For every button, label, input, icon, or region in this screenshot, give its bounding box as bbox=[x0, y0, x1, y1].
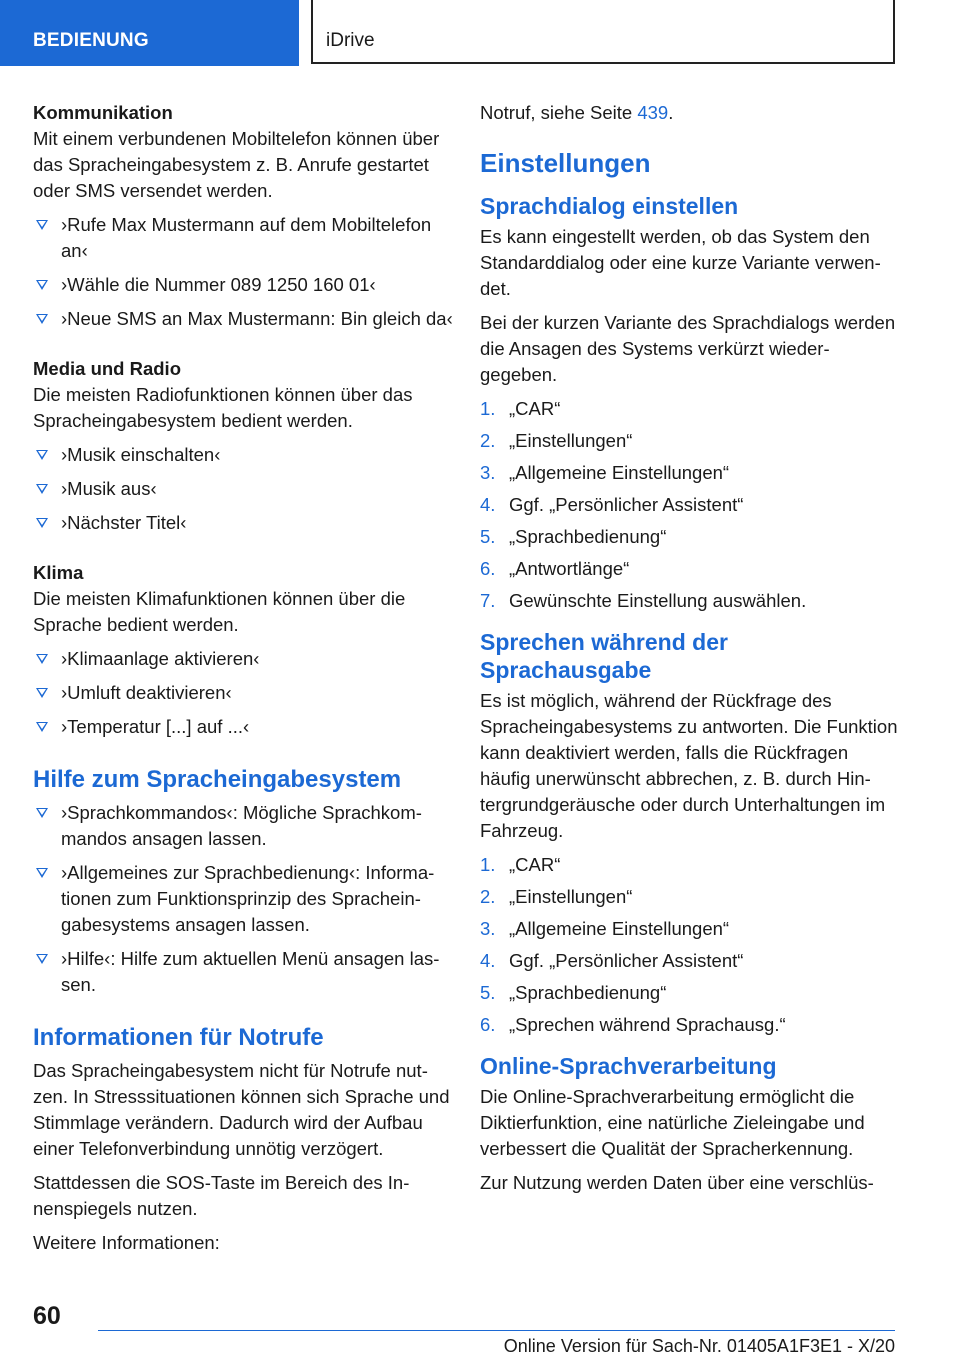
subheading: Klima bbox=[33, 562, 84, 583]
step-item: 7. Gewünschte Einstellung auswählen. bbox=[480, 590, 807, 611]
step-item: 2. „Einstellungen“ bbox=[480, 430, 633, 451]
page-link[interactable]: 439 bbox=[637, 102, 669, 123]
footer-text: Online Version für Sach-Nr. 01405A1F3E1 - X/20 bbox=[503, 1336, 895, 1356]
list-item: ›Allgemeines zur Sprachbedienung‹: Informationen zum Funktionsprinzip des Spracheingabesystems ansagen lassen. bbox=[33, 860, 453, 938]
section-heading: Sprechen während der Sprachausgabe bbox=[480, 629, 728, 683]
steps-list bbox=[480, 396, 900, 614]
paragraph: Es kann eingestellt werden, ob das System den Standarddialog oder eine kurze Variante verwendet. bbox=[480, 226, 881, 299]
help-command-list bbox=[33, 800, 453, 998]
command-list bbox=[33, 442, 453, 536]
chapter-heading: Einstellungen bbox=[480, 148, 651, 178]
steps-list bbox=[480, 852, 900, 1038]
triangle-bullet-icon bbox=[36, 722, 48, 732]
step-item: 1. „CAR“ bbox=[480, 854, 561, 875]
list-item: ›Hilfe‹: Hilfe zum aktuellen Menü ansagen lassen. bbox=[33, 946, 453, 998]
paragraph: Weitere Informationen: bbox=[33, 1232, 220, 1253]
paragraph: Bei der kurzen Variante des Sprachdialogs werden die Ansagen des Systems verkürzt wiedergegeben. bbox=[480, 312, 896, 385]
paragraph: Das Spracheingabesystem nicht für Notrufe nutzen. In Stresssituationen können sich Sprache und Stimmlage verändern. Dadurch wird der Aufbau einer Telefonverbindung unnötig verzögert. bbox=[33, 1060, 450, 1159]
triangle-bullet-icon bbox=[36, 314, 48, 324]
step-item: 5. „Sprachbedienung“ bbox=[480, 982, 667, 1003]
paragraph: Es ist möglich, während der Rückfrage des Spracheingabesystems zu antworten. Die Funktion kann deaktiviert werden, falls die Rückfragen häufig unerwünscht abbrechen, z. B. durch Hintergrundgeräusche oder durch Unterhaltungen im Fahrzeug. bbox=[480, 690, 898, 841]
list-item: ›Musik einschalten‹ bbox=[33, 442, 453, 468]
list-item: ›Nächster Titel‹ bbox=[33, 510, 453, 536]
triangle-bullet-icon bbox=[36, 484, 48, 494]
klima-section bbox=[33, 560, 453, 740]
footer-divider bbox=[98, 1330, 895, 1331]
list-item: ›Neue SMS an Max Mustermann: Bin gleich da‹ bbox=[33, 306, 453, 332]
paragraph: Die meisten Klimafunktionen können über die Sprache bedient werden. bbox=[33, 588, 406, 635]
triangle-bullet-icon bbox=[36, 654, 48, 664]
subheading: Media und Radio bbox=[33, 358, 181, 379]
paragraph: Stattdessen die SOS-Taste im Bereich des Innenspiegels nutzen. bbox=[33, 1172, 410, 1219]
step-item: 6. „Antwortlänge“ bbox=[480, 558, 630, 579]
triangle-bullet-icon bbox=[36, 220, 48, 230]
list-item: ›Musik aus‹ bbox=[33, 476, 453, 502]
kommunikation-section bbox=[33, 100, 453, 332]
step-item: 2. „Einstellungen“ bbox=[480, 886, 633, 907]
media-section bbox=[33, 356, 453, 536]
list-item: ›Sprachkommandos‹: Mögliche Sprachkommandos ansagen lassen. bbox=[33, 800, 453, 852]
triangle-bullet-icon bbox=[36, 450, 48, 460]
step-item: 4. Ggf. „Persönlicher Assistent“ bbox=[480, 950, 744, 971]
section-heading: Sprachdialog einstellen bbox=[480, 193, 739, 219]
notruf-reference: Notruf, siehe Seite 439. bbox=[480, 102, 674, 123]
list-item: ›Umluft deaktivieren‹ bbox=[33, 680, 453, 706]
section-heading: Hilfe zum Spracheingabesystem bbox=[33, 766, 402, 793]
step-item: 1. „CAR“ bbox=[480, 398, 561, 419]
command-list bbox=[33, 212, 453, 332]
paragraph: Die meisten Radiofunktionen können über das Spracheingabesystem bedient werden. bbox=[33, 384, 413, 431]
list-item: ›Rufe Max Mustermann auf dem Mobiltelefon an‹ bbox=[33, 212, 453, 264]
left-column bbox=[33, 100, 453, 1264]
step-item: 3. „Allgemeine Einstellungen“ bbox=[480, 918, 730, 939]
paragraph: Die Online-Sprachverarbeitung ermöglicht die Diktierfunktion, eine natürliche Zieleingabe und verbessert die Qualität der Spracherkennung. bbox=[480, 1086, 865, 1159]
triangle-bullet-icon bbox=[36, 280, 48, 290]
section-tab: BEDIENUNG bbox=[0, 0, 299, 66]
right-column bbox=[480, 100, 900, 1204]
section-heading: Online-Sprachverarbeitung bbox=[480, 1053, 777, 1079]
page-header bbox=[0, 0, 960, 66]
list-item: ›Wähle die Nummer 089 1250 160 01‹ bbox=[33, 272, 453, 298]
triangle-bullet-icon bbox=[36, 868, 48, 878]
triangle-bullet-icon bbox=[36, 518, 48, 528]
step-item: 5. „Sprachbedienung“ bbox=[480, 526, 667, 547]
section-heading: Informationen für Notrufe bbox=[33, 1024, 324, 1051]
step-item: 6. „Sprechen während Sprachausg.“ bbox=[480, 1014, 786, 1035]
topic-tab: iDrive bbox=[311, 0, 895, 64]
list-item: ›Klimaanlage aktivieren‹ bbox=[33, 646, 453, 672]
triangle-bullet-icon bbox=[36, 954, 48, 964]
list-item: ›Temperatur [...] auf ...‹ bbox=[33, 714, 453, 740]
paragraph: Mit einem verbundenen Mobiltelefon können über das Spracheingabesystem z. B. Anrufe gestartet oder SMS versendet werden. bbox=[33, 128, 440, 201]
command-list bbox=[33, 646, 453, 740]
paragraph: Zur Nutzung werden Daten über eine verschlüs- bbox=[480, 1172, 874, 1193]
subheading: Kommunikation bbox=[33, 102, 173, 123]
triangle-bullet-icon bbox=[36, 808, 48, 818]
page-number: 60 bbox=[33, 1302, 61, 1330]
step-item: 4. Ggf. „Persönlicher Assistent“ bbox=[480, 494, 744, 515]
triangle-bullet-icon bbox=[36, 688, 48, 698]
step-item: 3. „Allgemeine Einstellungen“ bbox=[480, 462, 730, 483]
